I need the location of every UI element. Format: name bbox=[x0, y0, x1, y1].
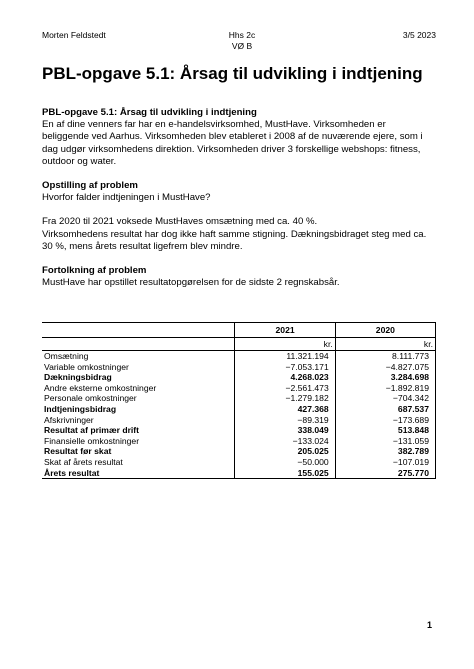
row-label: Omsætning bbox=[44, 351, 89, 361]
table-row bbox=[42, 468, 436, 479]
intro-paragraph: En af dine venners far har en e-handelsvirksomhed, MustHave. Virksomheden er beliggende ved Aarhus. Virksomheden blev etableret i 2008 af de nuværende ejere, som i dag udgør virksomhedens direktion. Virksomheden driver 3 forskellige webshops: fitness, outdoor og water. bbox=[42, 119, 423, 167]
value-2020: −173.689 bbox=[335, 415, 435, 426]
value-2020: −704.342 bbox=[335, 393, 435, 404]
row-label: Variable omkostninger bbox=[44, 361, 129, 372]
value-2021: −7.053.171 bbox=[235, 362, 335, 373]
table-unit-row bbox=[42, 338, 436, 351]
table-row bbox=[42, 415, 436, 426]
value-2021: 427.368 bbox=[235, 404, 335, 415]
row-label: Finansielle omkostninger bbox=[44, 435, 140, 446]
table-row bbox=[42, 457, 436, 468]
value-2020: 8.111.773 bbox=[335, 351, 435, 362]
value-2020: −4.827.075 bbox=[335, 362, 435, 373]
row-label: Dækningsbidrag bbox=[44, 372, 112, 383]
table-row bbox=[42, 446, 436, 457]
value-2020: 513.848 bbox=[335, 425, 435, 436]
unit-label-2021: kr. bbox=[235, 338, 335, 351]
header-date: 3/5 2023 bbox=[402, 30, 436, 40]
table-row bbox=[42, 351, 436, 362]
section-heading-problem: Opstilling af problem bbox=[42, 180, 138, 192]
header-author: Morten Feldstedt bbox=[42, 30, 106, 40]
document-title: PBL-opgave 5.1: Årsag til udvikling i indtjening bbox=[42, 64, 423, 83]
table-header-row bbox=[42, 323, 436, 338]
row-label: Resultat af primær drift bbox=[44, 425, 140, 436]
table-row bbox=[42, 436, 436, 447]
column-header-2021: 2021 bbox=[235, 323, 335, 338]
value-2020: 275.770 bbox=[335, 468, 435, 479]
value-2021: 11.321.194 bbox=[235, 351, 335, 362]
column-header-2020: 2020 bbox=[335, 323, 435, 338]
value-2020: −1.892.819 bbox=[335, 383, 435, 394]
header-class bbox=[222, 30, 262, 52]
unit-label-2020: kr. bbox=[335, 338, 435, 351]
row-label: Indtjeningsbidrag bbox=[44, 403, 117, 414]
value-2020: −107.019 bbox=[335, 457, 435, 468]
value-2020: 382.789 bbox=[335, 446, 435, 457]
header-class-line1: Hhs 2c bbox=[228, 30, 256, 40]
header-class-line2: VØ B bbox=[231, 41, 253, 51]
table-row bbox=[42, 404, 436, 415]
problem-question: Hvorfor falder indtjeningen i MustHave? bbox=[42, 192, 211, 204]
table-row bbox=[42, 383, 436, 394]
value-2021: 155.025 bbox=[235, 468, 335, 479]
value-2021: −133.024 bbox=[235, 436, 335, 447]
document-body bbox=[42, 107, 434, 289]
problem-text-2: Virksomhedens resultat har dog ikke haft samme stigning. Dækningsbidraget steg med ca. 30 %, mens årets resultat ligefrem blev mindre. bbox=[42, 228, 427, 252]
value-2021: −89.319 bbox=[235, 415, 335, 426]
value-2021: −2.561.473 bbox=[235, 383, 335, 394]
value-2020: −131.059 bbox=[335, 436, 435, 447]
row-label: Skat af årets resultat bbox=[44, 456, 123, 467]
table-row bbox=[42, 425, 436, 436]
interpretation-text: MustHave har opstillet resultatopgørelsen for de sidste 2 regnskabsår. bbox=[42, 277, 340, 289]
table-row bbox=[42, 372, 436, 383]
assignment-subtitle: PBL-opgave 5.1: Årsag til udvikling i indtjening bbox=[42, 107, 257, 118]
value-2020: 687.537 bbox=[335, 404, 435, 415]
page-number: 1 bbox=[426, 620, 432, 630]
value-2021: 338.049 bbox=[235, 425, 335, 436]
row-label: Afskrivninger bbox=[44, 414, 94, 425]
table-row bbox=[42, 362, 436, 373]
row-label: Andre eksterne omkostninger bbox=[44, 382, 157, 393]
table-row bbox=[42, 393, 436, 404]
value-2021: −50.000 bbox=[235, 457, 335, 468]
value-2020: 3.284.698 bbox=[335, 372, 435, 383]
row-label: Årets resultat bbox=[42, 468, 235, 479]
value-2021: 205.025 bbox=[235, 446, 335, 457]
problem-text-1: Fra 2020 til 2021 voksede MustHaves omsætning med ca. 40 %. bbox=[42, 216, 318, 228]
value-2021: −1.279.182 bbox=[235, 393, 335, 404]
row-label: Personale omkostninger bbox=[44, 393, 137, 404]
row-label: Resultat før skat bbox=[44, 446, 112, 457]
section-heading-interpretation: Fortolkning af problem bbox=[42, 265, 147, 277]
value-2021: 4.268.023 bbox=[235, 372, 335, 383]
income-statement-table bbox=[42, 322, 436, 479]
